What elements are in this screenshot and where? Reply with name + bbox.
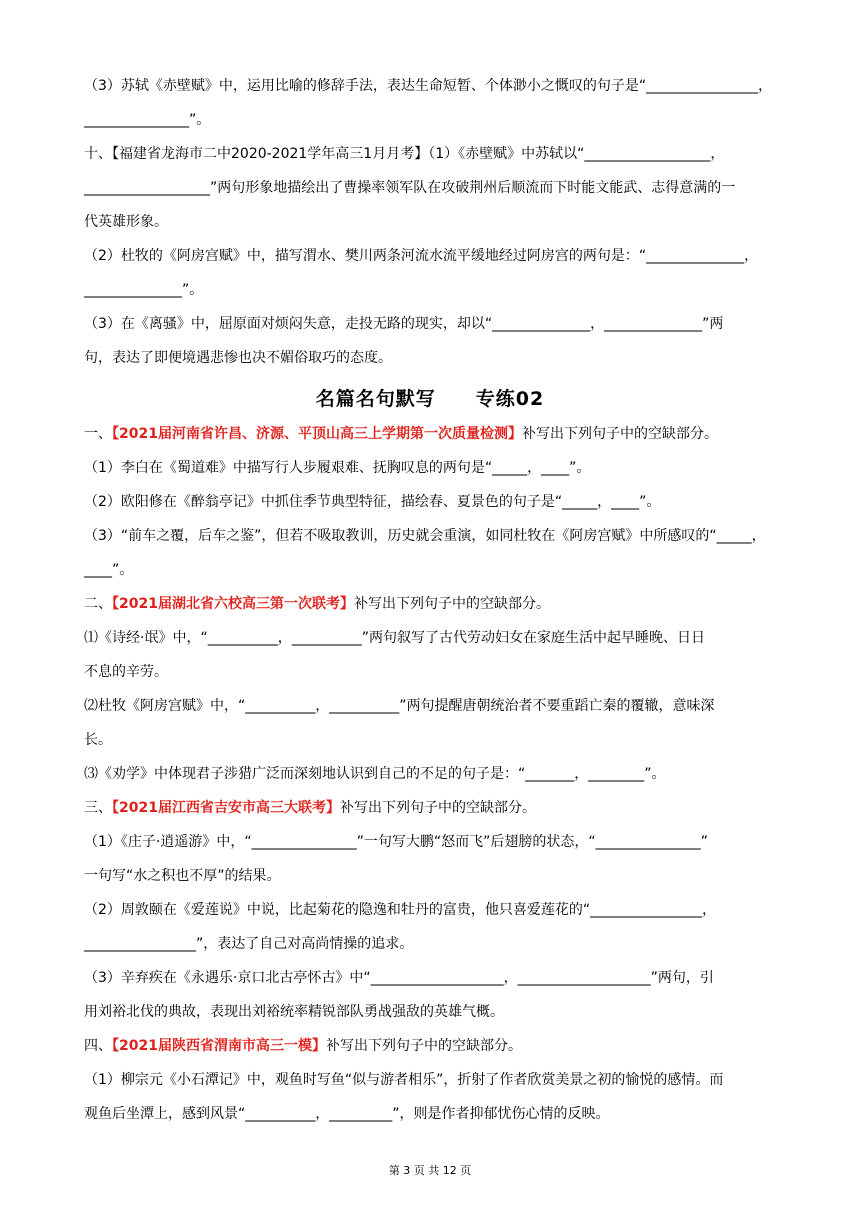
text-line: ______________”。 [84, 282, 204, 298]
instruction: 补写出下列句子中的空缺部分。 [325, 1038, 522, 1054]
exam-source: 【2021届湖北省六校高三第一次联考】 [112, 596, 354, 612]
page-footer: 第 3 页 共 12 页 [388, 1164, 472, 1177]
question-line: （3）“前车之覆，后车之鉴”，但若不吸取教训，历史就会重演，如同杜牧在《阿房宫赋》中所感叹的“_____， [84, 528, 766, 544]
question-line: （1）柳宗元《小石潭记》中，观鱼时写鱼“似与游者相乐”，折射了作者欣赏美景之初的愉悦的感情。而 [84, 1072, 724, 1088]
question-line: ⑶《劝学》中体现君子涉猎广泛而深刻地认识到自己的不足的句子是：“_______，________”。 [84, 766, 666, 782]
question-line: 不息的辛劳。 [84, 664, 168, 680]
question-line: （2）欧阳修在《醉翁亭记》中抓住季节典型特征，描绘春、夏景色的句子是“_____，____”。 [84, 494, 661, 510]
question-line: ⑴《诗经·氓》中，“__________，__________”两句叙写了古代劳动妇女在家庭生活中起早睡晚、日日 [84, 630, 705, 646]
instruction: 补写出下列句子中的空缺部分。 [339, 800, 536, 816]
instruction: 补写出下列句子中的空缺部分。 [521, 426, 718, 442]
text-line: 十、【福建省龙海市二中2020-2021学年高三1月月考】（1）《赤壁赋》中苏轼以“__________________， [84, 146, 725, 162]
question-line: 一句写“水之积也不厚”的结果。 [84, 868, 281, 884]
section-heading-2 [84, 594, 800, 614]
section-number: 一、 [84, 426, 112, 442]
question-line: ____”。 [84, 562, 134, 578]
section-heading-4 [84, 1036, 800, 1056]
section-heading-1 [84, 424, 800, 444]
question-line: ⑵杜牧《阿房宫赋》中，“__________，__________”两句提醒唐朝统治者不要重蹈亡秦的覆辙，意味深 [84, 698, 715, 714]
section-heading-3 [84, 798, 800, 818]
section-number: 三、 [84, 800, 112, 816]
text-line: _______________”。 [84, 112, 211, 128]
text-line: __________________”两句形象地描绘出了曹操率领军队在攻破荆州后顺流而下时能文能武、志得意满的一 [84, 180, 736, 196]
section-number: 二、 [84, 596, 112, 612]
text-line: （3）在《离骚》中，屈原面对烦闷失意，走投无路的现实，却以“______________，______________”两 [84, 316, 724, 332]
question-line: （3）辛弃疾在《永遇乐·京口北古亭怀古》中“___________________，___________________”两句，引 [84, 970, 714, 986]
text-line: （3）苏轼《赤壁赋》中，运用比喻的修辞手法，表达生命短暂、个体渺小之慨叹的句子是“________________， [84, 78, 773, 94]
question-line: 长。 [84, 732, 112, 748]
question-line: （1）《庄子·逍遥游》中，“_______________”一句写大鹏“怒而飞”后翅膀的状态，“_______________” [84, 834, 708, 850]
exam-source: 【2021届江西省吉安市高三大联考】 [112, 800, 340, 816]
question-line: （2）周敦颐在《爱莲说》中说，比起菊花的隐逸和牡丹的富贵，他只喜爱莲花的“________________， [84, 902, 717, 918]
question-line: ________________”，表达了自己对高尚情操的追求。 [84, 936, 414, 952]
question-line: 用刘裕北伐的典故，表现出刘裕统率精锐部队勇战强敌的英雄气概。 [84, 1004, 504, 1020]
question-line: （1）李白在《蜀道难》中描写行人步履艰难、抚胸叹息的两句是“_____，____”。 [84, 460, 591, 476]
section-number: 四、 [84, 1038, 112, 1054]
section-title: 名篇名句默写 专练02 [315, 388, 545, 410]
question-line: 观鱼后坐潭上，感到风景“__________，_________”，则是作者抑郁忧伤心情的反映。 [84, 1106, 610, 1122]
instruction: 补写出下列句子中的空缺部分。 [353, 596, 550, 612]
exam-source: 【2021届陕西省渭南市高三一模】 [112, 1038, 326, 1054]
exam-source: 【2021届河南省许昌、济源、平顶山高三上学期第一次质量检测】 [112, 426, 522, 442]
text-line: 代英雄形象。 [84, 214, 168, 230]
text-line: 句，表达了即便境遇悲惨也决不媚俗取巧的态度。 [84, 350, 392, 366]
text-line: （2）杜牧的《阿房宫赋》中，描写渭水、樊川两条河流水流平缓地经过阿房宫的两句是：“______________， [84, 248, 759, 264]
